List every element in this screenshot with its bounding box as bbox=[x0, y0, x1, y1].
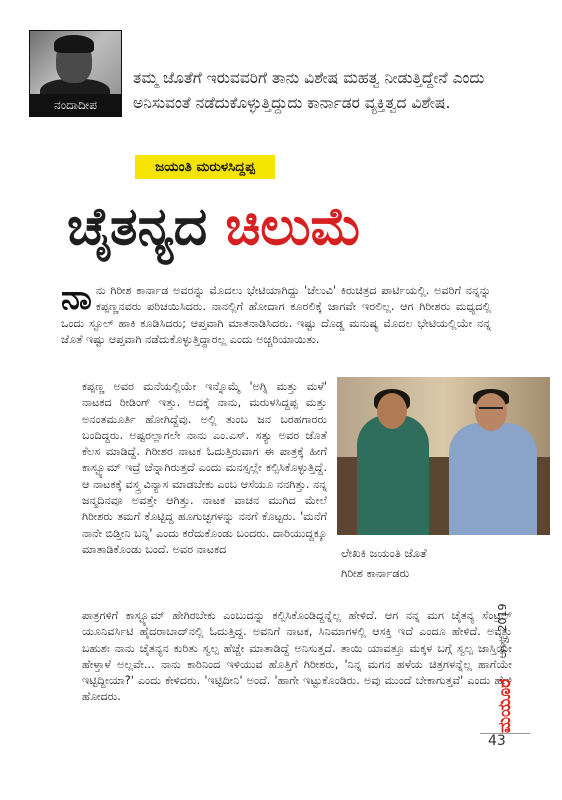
page-number: 43 bbox=[488, 733, 506, 749]
paragraph-1-text: ನು ಗಿರೀಶ ಕಾರ್ನಾಡ ಅವರನ್ನು ಮೊದಲು ಭೇಟಿಯಾಗಿದ್ದು 'ಚೆಲುವಿ' ಕಿರುಚಿತ್ರದ ಪಾರ್ಟಿಯಲ್ಲಿ. ಅವರಿಗೆ ನನ್ನನ್ನು ಕಪ್ಪಣ್ಣನವರು ಪರಿಚಯಿಸಿದರು. ನಾನಲ್ಲಿಗೆ ಹೋದಾಗ ಕೂರಲಿಕ್ಕೆ ಜಾಗವೇ ಇರಲಿಲ್ಲ. ಆಗ ಗಿರೀಶರು ಮಧ್ಯದಲ್ಲಿ ಒಂದು ಸ್ಟೂಲ್ ಹಾಕಿ ಕೂಡಿಸಿದರು; ಆಪ್ತವಾಗಿ ಮಾತನಾಡಿಸಿದರು. ಇಷ್ಟು ದೊಡ್ಡ ಮನುಷ್ಯ ಮೊದಲ ಭೇಟಿಯಲ್ಲಿಯೇ ನನ್ನ ಜೊತೆ ಇಷ್ಟು ಆಪ್ತವಾಗಿ ನಡೆದುಕೊಳ್ಳುತ್ತಿದ್ದಾರಲ್ಲ ಎಂದು ಅಚ್ಚರಿಯಾಯಿತು. bbox=[61, 284, 491, 347]
magazine-name-text: ಮಯೂರ bbox=[495, 678, 515, 734]
title-part-2: ಚಿಲುಮೆ bbox=[225, 197, 363, 257]
photo-caption bbox=[341, 543, 541, 583]
caption-line-1: ಲೇಖಕಿ ಜಯಂತಿ ಜೊತೆ bbox=[341, 546, 427, 560]
article-photo bbox=[337, 377, 550, 535]
column-name-label: ನಂದಾದೀಪ bbox=[30, 94, 121, 116]
body-paragraph-1 bbox=[61, 278, 491, 349]
article-title bbox=[67, 192, 527, 262]
intro-summary: ತಮ್ಮ ಜೊತೆಗೆ ಇರುವವರಿಗೆ ತಾನು ವಿಶೇಷ ಮಹತ್ವ ನೀಡುತ್ತಿದ್ದೇನೆ ಎಂದು ಅನಿಸುವಂತೆ ನಡೆದುಕೊಳ್ಳುತ್ತಿದ್ದುದು ಕಾರ್ನಾಡರ ವ್ಯಕ್ತಿತ್ವದ ವಿಶೇಷ. bbox=[133, 69, 485, 112]
caption-line-2: ಗಿರೀಶ ಕಾರ್ನಾಡರು bbox=[341, 566, 410, 580]
issue-date-text: ಆಗಸ್ಟ್ 2019 bbox=[496, 603, 509, 659]
drop-cap: ನಾ bbox=[61, 278, 92, 318]
author-name: ಜಯಂತಿ ಮರುಳಸಿದ್ದಪ್ಪ bbox=[135, 155, 275, 179]
title-part-1: ಚೈತನ್ಯದ bbox=[67, 197, 226, 257]
issue-date bbox=[494, 594, 512, 674]
body-paragraph-2: ಕಪ್ಪಣ್ಣ ಅವರ ಮನೆಯಲ್ಲಿಯೇ ಇನ್ನೊಮ್ಮೆ 'ಅಗ್ನಿ ಮತ್ತು ಮಳೆ' ನಾಟಕದ ರೀಡಿಂಗ್ ಇತ್ತು. ಅದಕ್ಕೆ ನಾನು, ಮರುಳಸಿದ್ದಪ್ಪ ಮತ್ತು ಅನಂತಮೂರ್ತಿ ಹೋಗಿದ್ದೆವು. ಅಲ್ಲಿ ತುಂಬ ಜನ ಬರಹಗಾರರು ಬಂದಿದ್ದರು. ಅಷ್ಟರಲ್ಲಾಗಲೇ ನಾನು ಎಂ.ಎಸ್. ಸತ್ಯು ಅವರ ಜೊತೆ ಕೆಲಸ ಮಾಡಿದ್ದೆ. ಗಿರೀಶರ ನಾಟಕ ಓದುತ್ತಿರುವಾಗ ಈ ಪಾತ್ರಕ್ಕೆ ಹೀಗೆ ಕಾಸ್ಟ್ಯೂಮ್ ಇದ್ರೆ ಚೆನ್ನಾಗಿರುತ್ತದೆ ಎಂದು ಮನಸ್ಸಲ್ಲೇ ಕಲ್ಪಿಸಿಕೊಳ್ಳುತ್ತಿದ್ದೆ. ಆ ನಾಟಕಕ್ಕೆ ವಸ್ತ್ರ ವಿನ್ಯಾಸ ಮಾಡಬೇಕು ಎಂಬ ಆಸೆಯೂ ನನಗಿತ್ತು. ನನ್ನ ಜನ್ಮದಿನವೂ ಅವತ್ತೇ ಆಗಿತ್ತು. ನಾಟಕ ವಾಚನ ಮುಗಿದ ಮೇಲೆ ಗಿರೀಶರು ತಮಗೆ ಕೊಟ್ಟಿದ್ದ ಹೂಗುಚ್ಛಗಳನ್ನು ನನಗೆ ಕೊಟ್ಟರು. 'ಮನೆಗೆ ನಾನೇ ಬಿಡ್ತೀನಿ ಬನ್ನಿ' ಎಂದು ಕರೆದುಕೊಂಡು ಬಂದರು. ದಾರಿಯುದ್ದಕ್ಕೂ ಮಾತಾಡಿಕೊಂಡು ಬಂದೆ. ಅವರ ನಾಟಕದ bbox=[82, 380, 327, 556]
body-paragraph-3: ಪಾತ್ರಗಳಿಗೆ ಕಾಸ್ಟ್ಯೂಮ್ ಹೇಗಿರಬೇಕು ಎಂಬುದನ್ನು ಕಲ್ಪಿಸಿಕೊಂಡಿದ್ದನ್ನೆಲ್ಲ ಹೇಳಿದೆ. ಆಗ ನನ್ನ ಮಗ ಚೈತನ್ಯ ಸೆಂಟ್ರಲ್ ಯೂನಿವರ್ಸಿಟಿ ಹೈದರಾಬಾದ್‌ನಲ್ಲಿ ಓದುತ್ತಿದ್ದ. ಅವನಿಗೆ ನಾಟಕ, ಸಿನಿಮಾಗಳಲ್ಲಿ ಆಸಕ್ತಿ ಇದೆ ಎಂದೂ ಹೇಳಿದೆ. ಅವತ್ತು ಬಹುಶಃ ನಾನು ಚೈತನ್ಯನ ಕುರಿತು ಸ್ವಲ್ಪ ಹೆಚ್ಚೇ ಮಾತಾಡಿದ್ದೆ ಅನಿಸುತ್ತದೆ. ತಾಯಿ ಯಾವತ್ತೂ ಮಕ್ಕಳ ಬಗ್ಗೆ ಸ್ವಲ್ಪ ಜಾಸ್ತಿಯೇ ಹೇಳ್ತಾಳೆ ಅಲ್ಲವೇ... ನಾನು ಕಾರಿನಿಂದ ಇಳಿಯುವ ಹೊತ್ತಿಗೆ ಗಿರೀಶರು, 'ನಿನ್ನ ಮಗನ ಹಳೆಯ ಚಿತ್ರಗಳನ್ನೆಲ್ಲ ಹಾಗೆಯೇ ಇಟ್ಟಿದ್ದೀಯಾ?' ಎಂದು ಕೇಳಿದರು. 'ಇಟ್ಟಿದೀನಿ' ಅಂದೆ. 'ಹಾಗೇ ಇಟ್ಟುಕೊಂಡಿರು. ಅವು ಮುಂದೆ ಬೇಕಾಗುತ್ತವೆ' ಎಂದು ಹೇಳಿ ಹೋದರು. bbox=[82, 609, 512, 704]
magazine-name bbox=[490, 672, 518, 742]
columnist-photo-badge bbox=[29, 30, 122, 117]
